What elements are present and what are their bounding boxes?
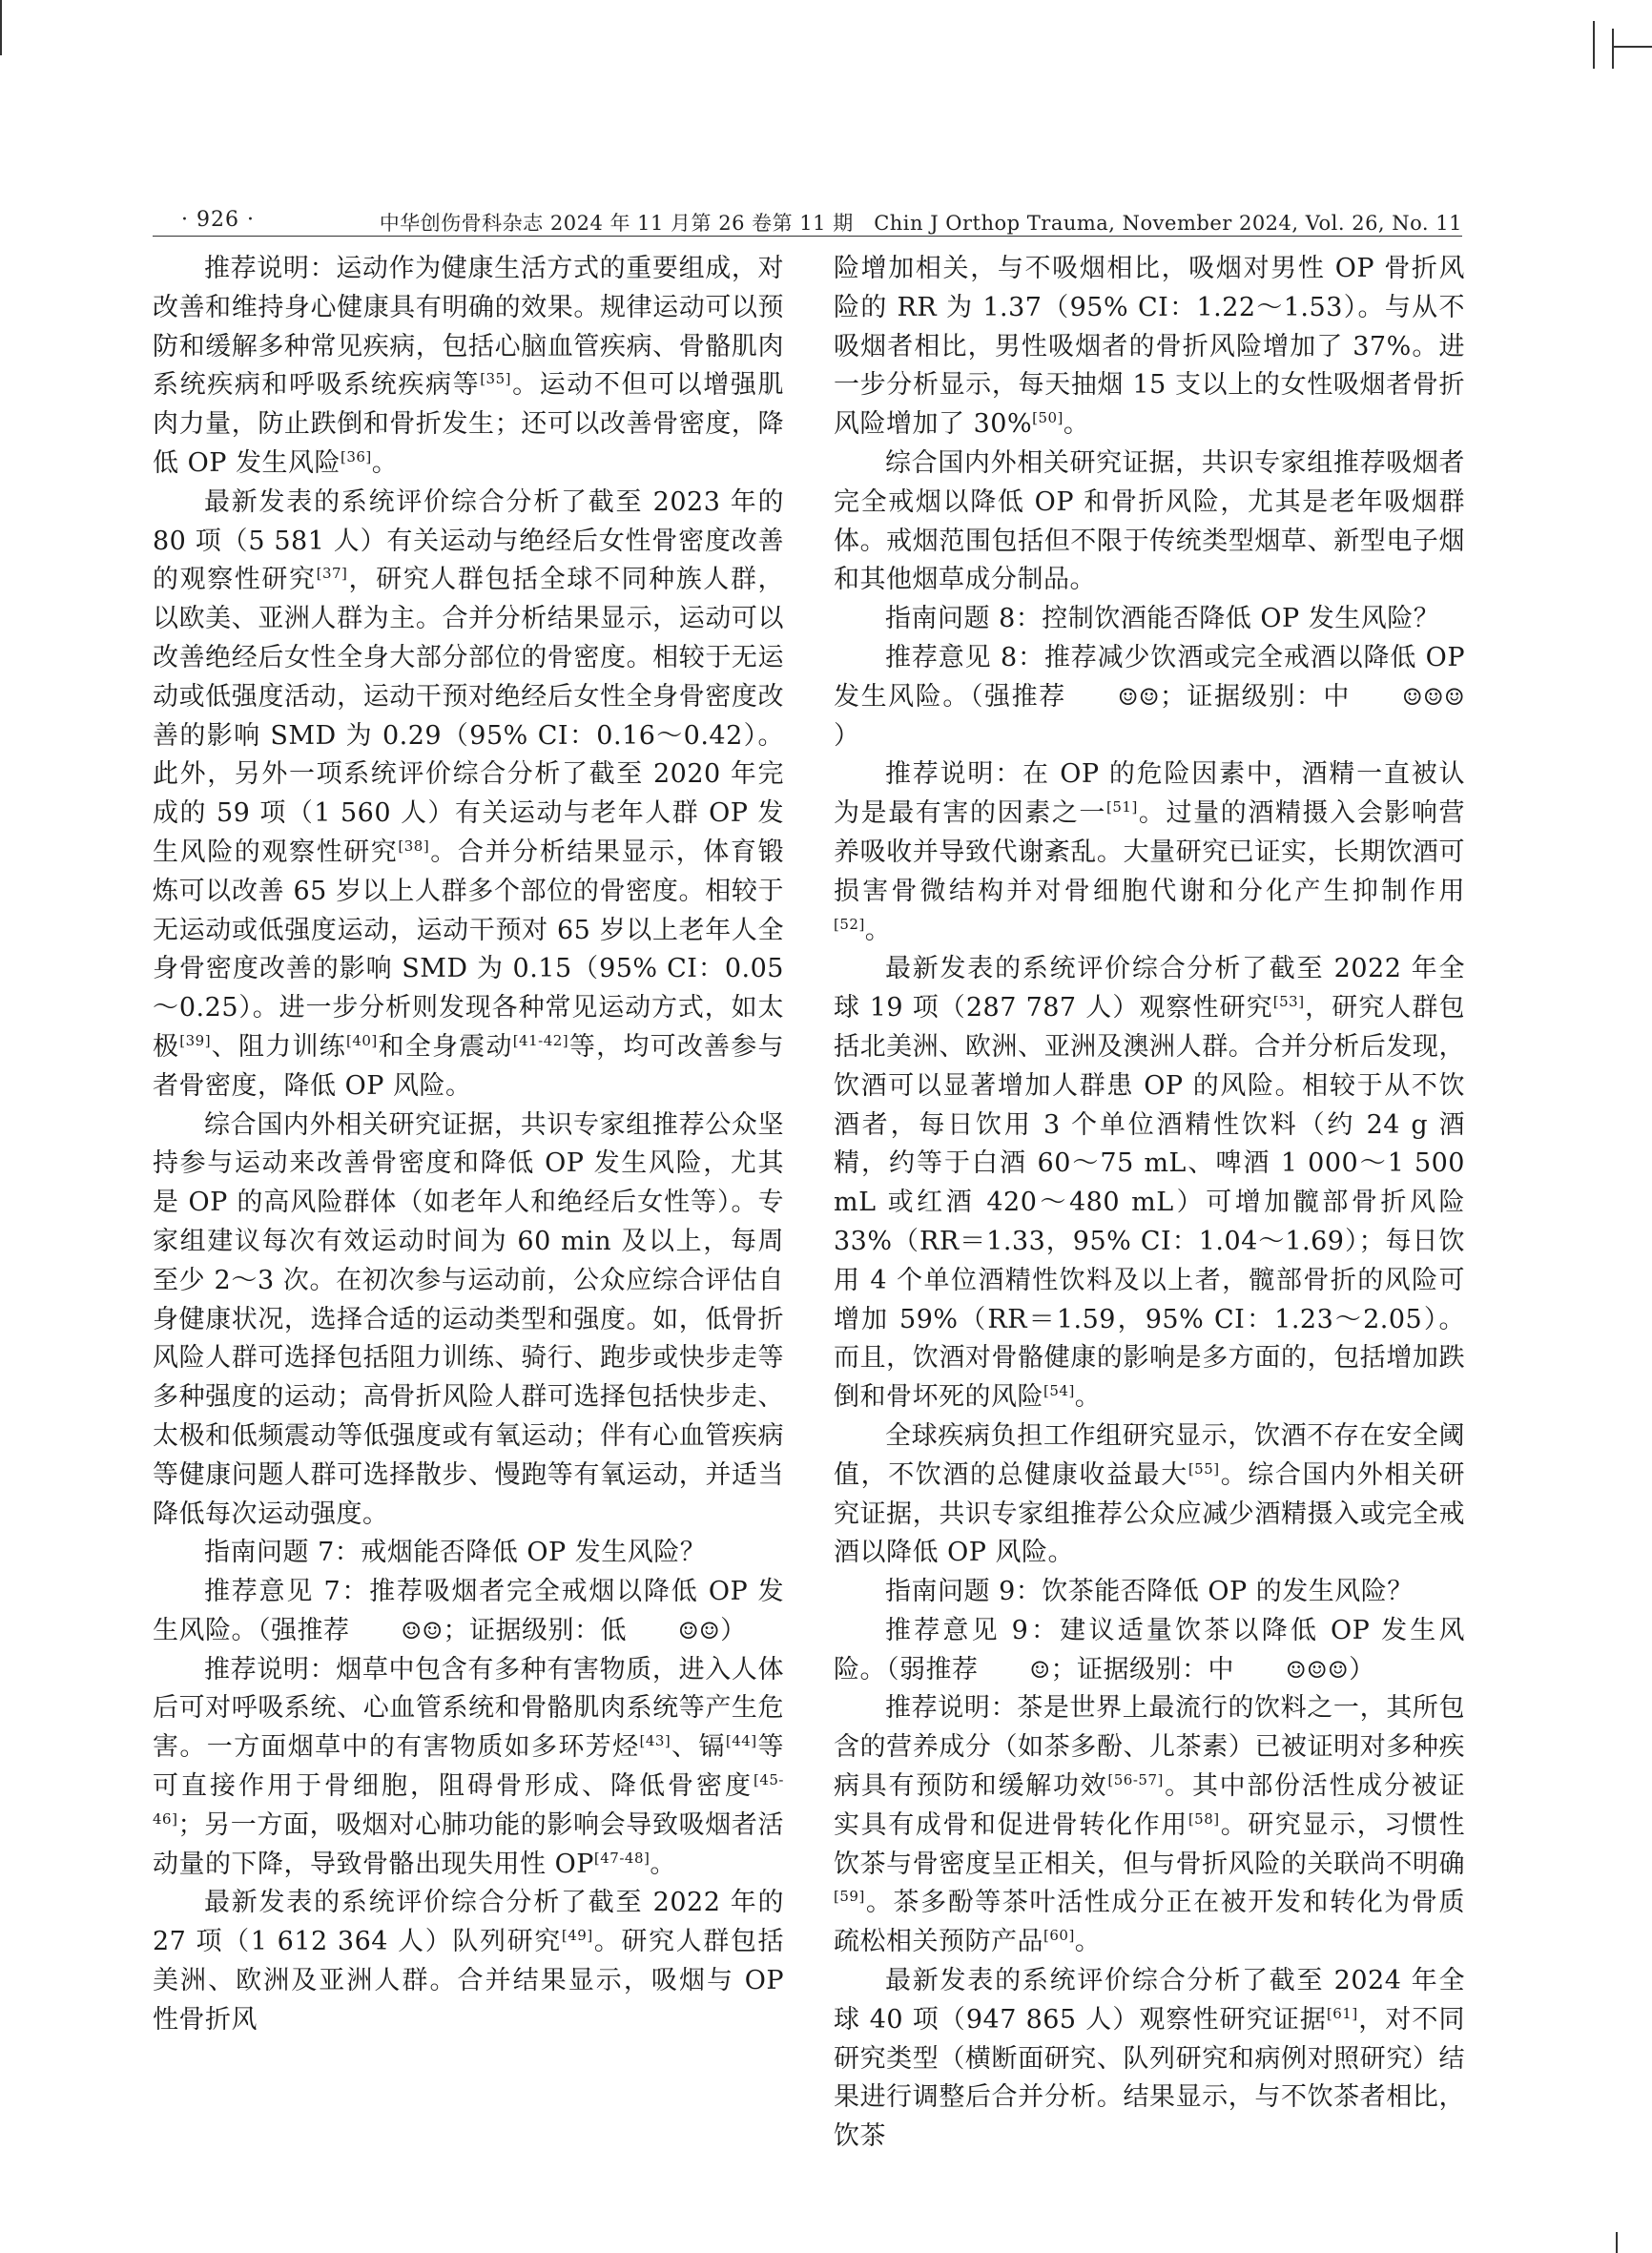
citation: [55] xyxy=(1187,1459,1220,1478)
citation: [37] xyxy=(316,565,348,583)
guideline-question-8: 指南问题 8：控制饮酒能否降低 OP 发生风险？ xyxy=(885,604,1440,634)
citation: [35] xyxy=(480,370,511,388)
citation: [50] xyxy=(1032,409,1063,427)
citation: [54] xyxy=(1043,1382,1075,1400)
strength-smiley-icon: ☺ xyxy=(1029,1656,1051,1684)
citation: [44] xyxy=(725,1732,757,1750)
citation: [45-46] xyxy=(153,1771,784,1828)
crop-mark-top-right-h xyxy=(1612,46,1652,48)
guideline-question-7: 指南问题 7：戒烟能否降低 OP 发生风险？ xyxy=(204,1538,707,1568)
citation: [49] xyxy=(561,1927,593,1945)
paragraph: 推荐说明：烟草中包含有多种有害物质，进入人体后可对呼吸系统、心血管系统和骨骼肌肉系统等产生危害。一方面烟草中的有害物质如多环芳烃[43]、镉[44]等可直接作用于骨细胞，阻碍骨形成、降低骨密度[45-46]；另一方面，吸烟对心肺功能的影响会导致吸烟者活动量的下降，导致骨骼出现失用性 OP[47-48]。 xyxy=(153,1654,784,1879)
evidence-smiley-icon: ☺☺☺ xyxy=(1286,1656,1350,1684)
citation: [38] xyxy=(398,837,430,855)
left-column xyxy=(153,250,784,2040)
paragraph: 推荐说明：在 OP 的危险因素中，酒精一直被认为是最有害的因素之一[51]。过量的酒精摄入会影响营养吸收并导致代谢紊乱。大量研究已证实，长期饮酒可损害骨微结构并对骨细胞代谢和分化产生抑制作用[52]。 xyxy=(834,759,1466,945)
citation: [53] xyxy=(1272,993,1305,1011)
evidence-smiley-icon: ☺☺☺ xyxy=(1401,683,1466,711)
crop-mark-top-right-v1 xyxy=(1593,21,1595,69)
paragraph: 推荐说明：茶是世界上最流行的饮料之一，其所包含的营养成分（如茶多酚、儿茶素）已被证明对多种疾病具有预防和缓解功效[56-57]。其中部份活性成分被证实具有成骨和促进骨转化作用[58]。研究显示，习惯性饮茶与骨密度呈正相关，但与骨折风险的关联尚不明确[59]。茶多酚等茶叶活性成分正在被开发和转化为骨质疏松相关预防产品[60]。 xyxy=(834,1693,1466,1957)
paragraph: 最新发表的系统评价综合分析了截至 2024 年全球 40 项（947 865 人）观察性研究证据[61]，对不同研究类型（横断面研究、队列研究和病例对照研究）结果进行调整后合并分析。结果显示，与不饮茶者相比，饮茶 xyxy=(834,1966,1465,2152)
citation: [51] xyxy=(1106,798,1138,816)
crop-mark-top-left-v xyxy=(0,0,2,55)
right-column xyxy=(834,250,1465,2157)
header-rule xyxy=(153,236,1462,237)
citation: [36] xyxy=(340,447,372,465)
paragraph: 综合国内外相关研究证据，共识专家组推荐吸烟者完全戒烟以降低 OP 和骨折风险，尤其是老年吸烟群体。戒烟范围包括但不限于传统类型烟草、新型电子烟和其他烟草成分制品。 xyxy=(834,447,1465,595)
paragraph: 综合国内外相关研究证据，共识专家组推荐公众坚持参与运动来改善骨密度和降低 OP 发生风险，尤其是 OP 的高风险群体（如老年人和绝经后女性等）。专家组建议每次有效运动时间为 60 min 及以上，每周至少 2～3 次。在初次参与运动前，公众应综合评估自身健康状况，选择合适的运动类型和强度。如，低骨折风险人群可选择包括阻力训练、骑行、跑步或快步走等多种强度的运动；高骨折风险人群可选择包括快步走、太极和低频震动等低强度或有氧运动；伴有心血管疾病等健康问题人群可选择散步、慢跑等有氧运动，并适当降低每次运动强度。 xyxy=(153,1109,784,1529)
citation: [61] xyxy=(1326,2004,1358,2022)
evidence-smiley-icon: ☺☺ xyxy=(678,1617,721,1644)
citation: [40] xyxy=(345,1031,378,1049)
citation: [58] xyxy=(1187,1809,1220,1828)
recommendation-9: 推荐意见 9：建议适量饮茶以降低 OP 发生风险。（弱推荐 ☺；证据级别：中 ☺☺☺） xyxy=(834,1615,1465,1685)
citation: [39] xyxy=(179,1031,212,1049)
crop-mark-top-right-v2 xyxy=(1612,29,1614,69)
citation: [43] xyxy=(639,1732,671,1750)
citation: [59] xyxy=(834,1888,865,1906)
paragraph: 推荐说明：运动作为健康生活方式的重要组成，对改善和维持身心健康具有明确的效果。规律运动可以预防和缓解多种常见疾病，包括心脑血管疾病、骨骼肌肉系统疾病和呼吸系统疾病等[35]。运动不但可以增强肌肉力量，防止跌倒和骨折发生；还可以改善骨密度，降低 OP 发生风险[36]。 xyxy=(153,254,785,478)
citation: [41-42] xyxy=(512,1031,569,1049)
paragraph-continued: 险增加相关，与不吸烟相比，吸烟对男性 OP 骨折风险的 RR 为 1.37（95% CI：1.22～1.53）。与从不吸烟者相比，男性吸烟者的骨折风险增加了 37%。进一步分析显示，每天抽烟 15 支以上的女性吸烟者骨折风险增加了 30%[50]。 xyxy=(834,254,1465,440)
citation: [52] xyxy=(834,915,865,933)
recommendation-8: 推荐意见 8：推荐减少饮酒或完全戒酒以降低 OP 发生风险。（强推荐 ☺☺；证据级别：中 ☺☺☺） xyxy=(834,642,1466,751)
paragraph: 最新发表的系统评价综合分析了截至 2022 年的 27 项（1 612 364 人）队列研究[49]。研究人群包括美洲、欧洲及亚洲人群。合并结果显示，吸烟与 OP 性骨折风 xyxy=(153,1888,785,2035)
strength-smiley-icon: ☺☺ xyxy=(1117,683,1160,711)
page-number: · 926 · xyxy=(181,208,255,232)
paragraph: 最新发表的系统评价综合分析了截至 2022 年全球 19 项（287 787 人）观察性研究[53]，研究人群包括北美洲、欧洲、亚洲及澳洲人群。合并分析后发现，饮酒可以显著增加人群患 OP 的风险。相较于从不饮酒者，每日饮用 3 个单位酒精性饮料（约 24 g 酒精，约等于白酒 60～75 mL、啤酒 1 000～1 500 mL 或红酒 420～480 mL）可增加髋部骨折风险 33%（RR＝1.33，95% CI：1.04～1.69）；每日饮用 4 个单位酒精性饮料及以上者，髋部骨折的风险可增加 59%（RR＝1.59，95% CI：1.23～2.05）。而且，饮酒对骨骼健康的影响是多方面的，包括增加跌倒和骨坏死的风险[54]。 xyxy=(834,954,1465,1413)
crop-mark-bottom-right xyxy=(1616,2232,1618,2253)
paragraph: 全球疾病负担工作组研究显示，饮酒不存在安全阈值，不饮酒的总健康收益最大[55]。综合国内外相关研究证据，共识专家组推荐公众应减少酒精摄入或完全戒酒以降低 OP 风险。 xyxy=(834,1420,1466,1568)
citation: [47-48] xyxy=(593,1849,650,1867)
paragraph: 最新发表的系统评价综合分析了截至 2023 年的 80 项（5 581 人）有关运动与绝经后女性骨密度改善的观察性研究[37]，研究人群包括全球不同种族人群，以欧美、亚洲人群为主。合并分析结果显示，运动可以改善绝经后女性全身大部分部位的骨密度。相较于无运动或低强度活动，运动干预对绝经后女性全身骨密度改善的影响 SMD 为 0.29（95% CI：0.16～0.42）。此外，另外一项系统评价综合分析了截至 2020 年完成的 59 项（1 560 人）有关运动与老年人群 OP 发生风险的观察性研究[38]。合并分析结果显示，体育锻炼可以改善 65 岁以上人群多个部位的骨密度。相较于无运动或低强度运动，运动干预对 65 岁以上老年人全身骨密度改善的影响 SMD 为 0.15（95% CI：0.05～0.25）。进一步分析则发现各种常见运动方式，如太极[39]、阻力训练[40]和全身震动[41-42]等，均可改善参与者骨密度，降低 OP 风险。 xyxy=(153,486,785,1101)
citation: [56-57] xyxy=(1107,1771,1164,1789)
running-header xyxy=(153,202,1462,237)
strength-smiley-icon: ☺☺ xyxy=(401,1617,444,1644)
journal-citation-line: 中华创伤骨科杂志 2024 年 11 月第 26 卷第 11 期 Chin J Orthop Trauma, November 2024, Vol. 26, No. 11 xyxy=(379,212,1462,235)
recommendation-7: 推荐意见 7：推荐吸烟者完全戒烟以降低 OP 发生风险。（强推荐 ☺☺；证据级别：低 ☺☺） xyxy=(153,1577,784,1645)
guideline-question-9: 指南问题 9：饮茶能否降低 OP 的发生风险？ xyxy=(885,1577,1414,1607)
citation: [60] xyxy=(1043,1927,1075,1945)
